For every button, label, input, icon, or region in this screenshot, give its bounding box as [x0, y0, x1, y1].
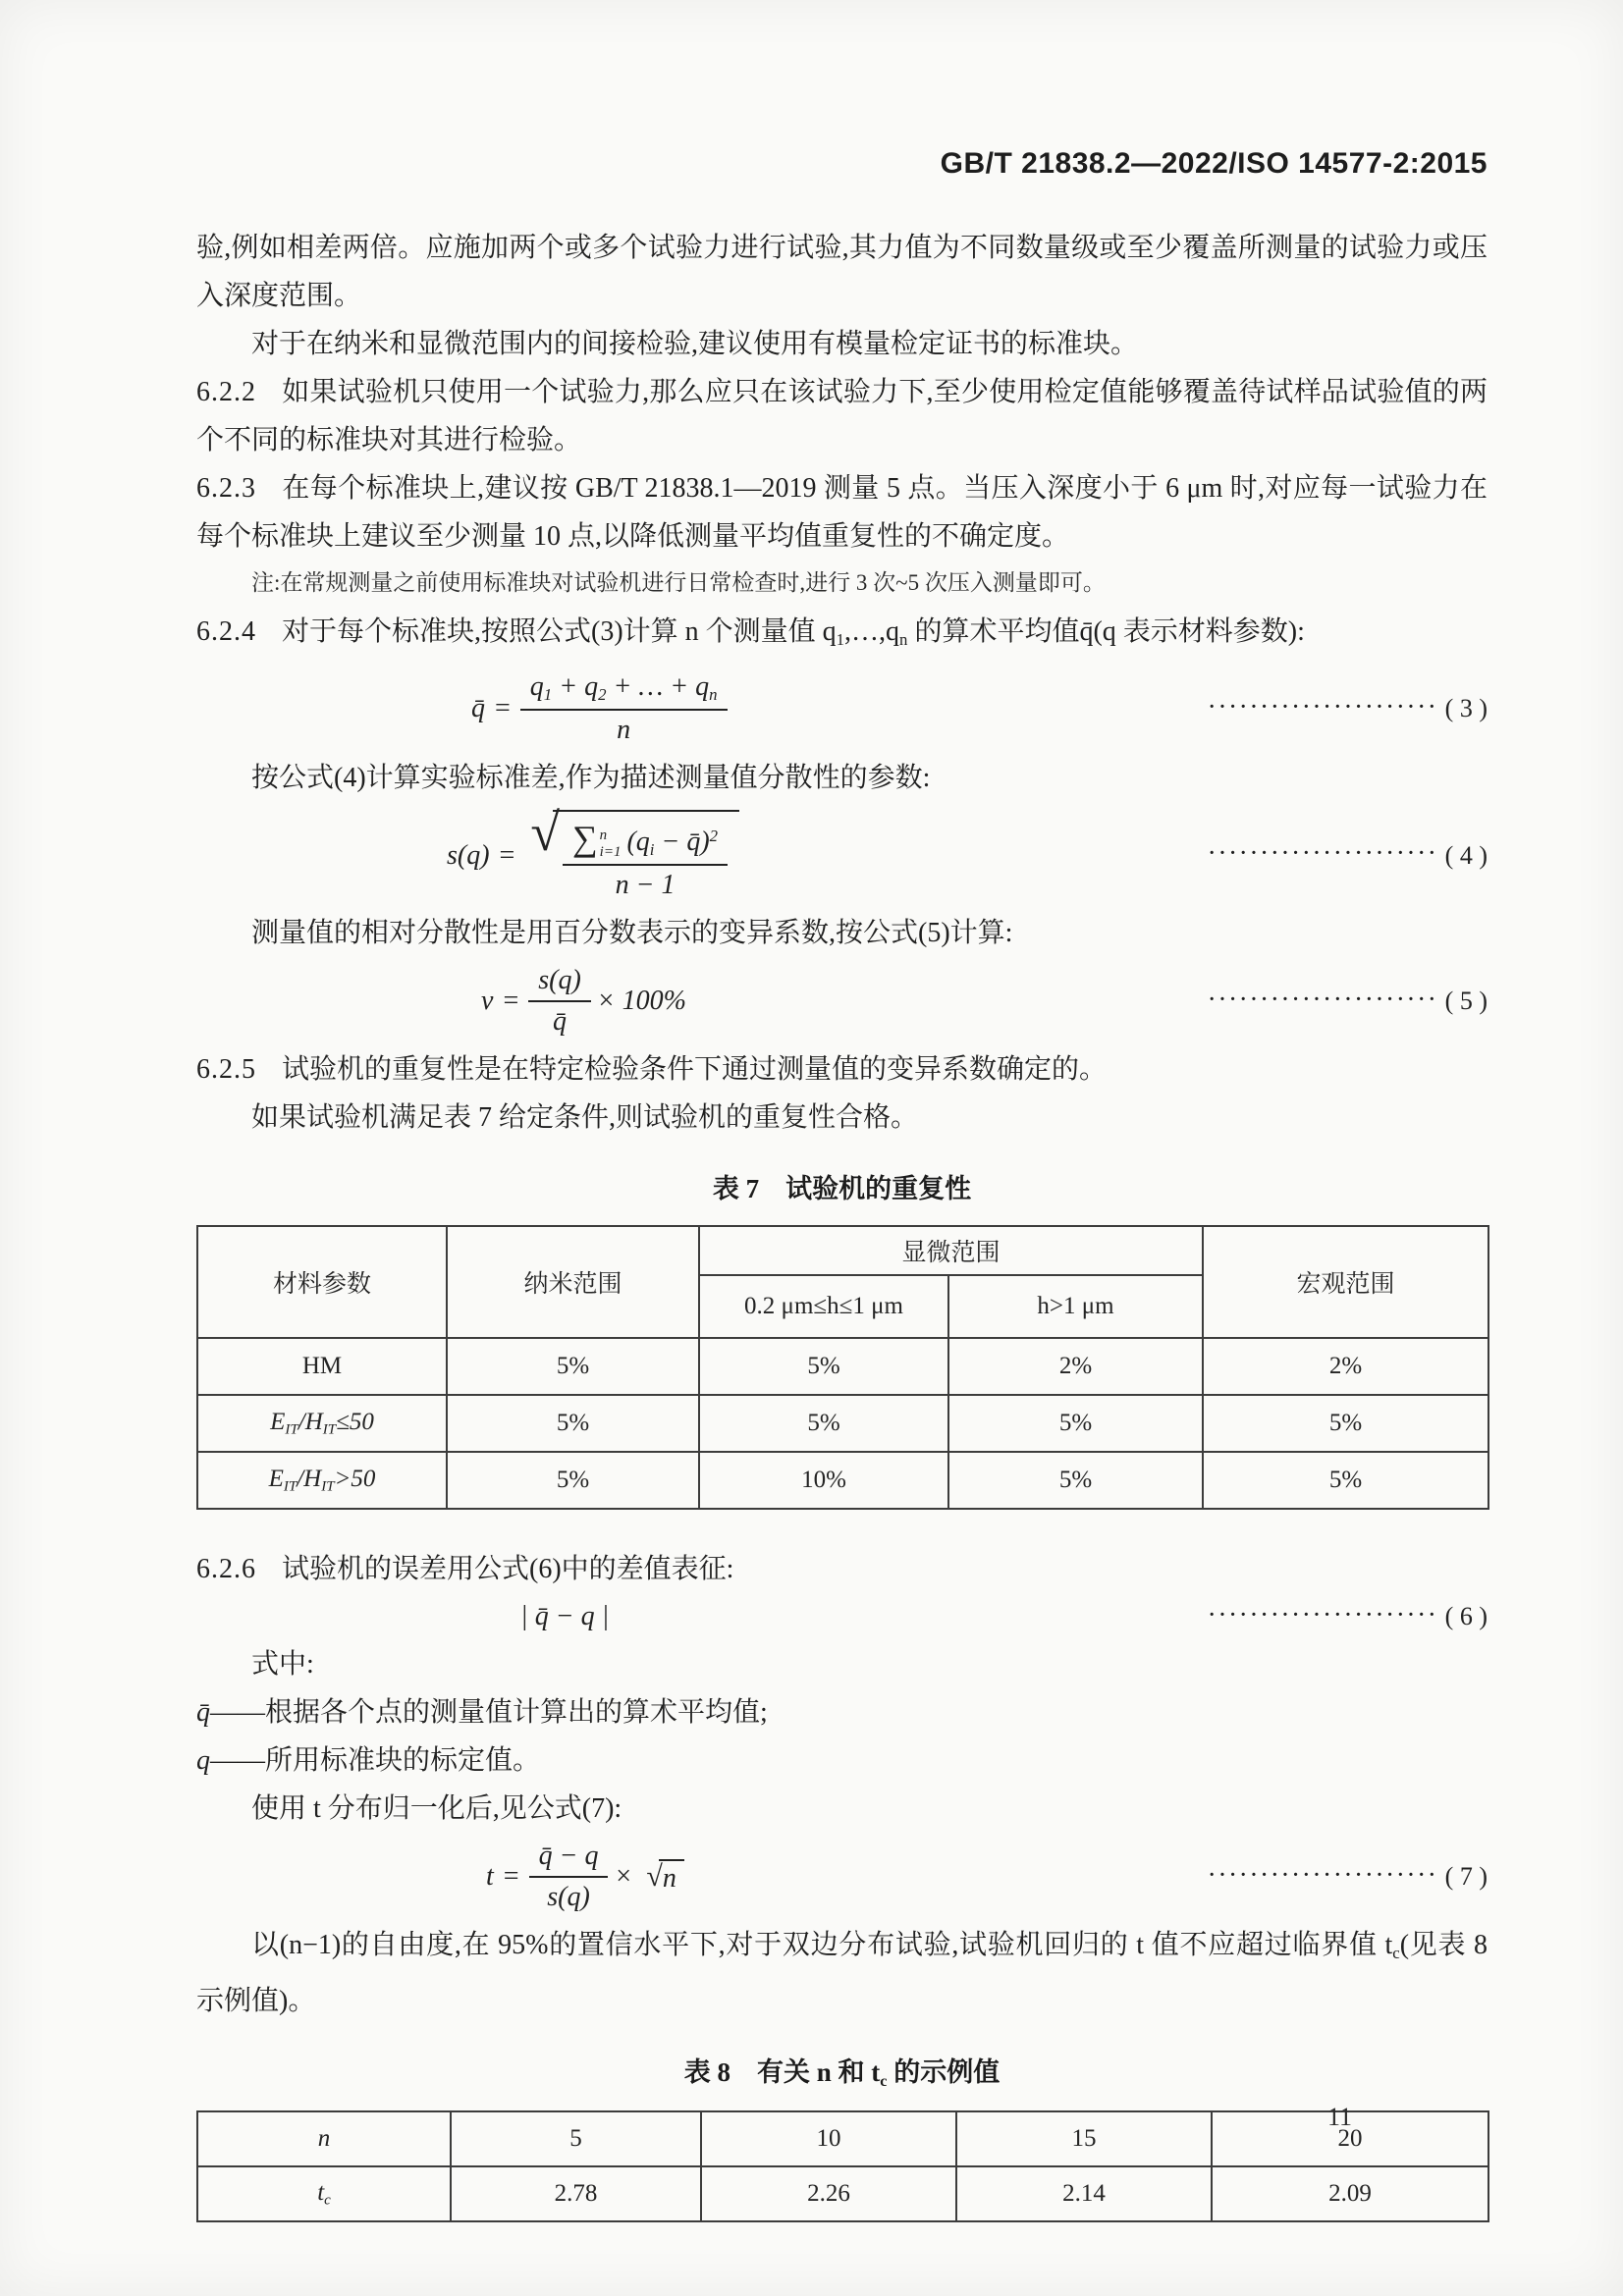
- cell-tc-value: 2.78: [451, 2166, 701, 2221]
- formula-7-t-value: [196, 1841, 1488, 1913]
- definition-q-bar: [196, 1688, 1488, 1736]
- cell-param: HM: [197, 1338, 447, 1395]
- section-number: 6.2.3: [196, 473, 256, 504]
- section-text: 对于每个标准块,按照公式(3)计算 n 个测量值 $q_1,\dots,q_n$ 的算术平均值q̄(q 表示材料参数):: [282, 616, 1305, 650]
- page-content: [196, 147, 1488, 2222]
- sigma-sum-symbol: ∑: [571, 819, 598, 859]
- formula-4-expression: [447, 803, 739, 901]
- col-header-material-parameter: 材料参数: [197, 1226, 447, 1338]
- formula-lhs: s(q): [447, 839, 490, 871]
- equals-sign: =: [495, 693, 511, 724]
- where-label: 式中:: [251, 1649, 314, 1681]
- table-row-n: [197, 2111, 1488, 2166]
- section-number: 6.2.6: [196, 1554, 256, 1585]
- sum-body: ($q_i$ − q̄)$^2$: [626, 826, 719, 860]
- dot-leader: ······················: [1208, 842, 1439, 865]
- col-header-micro-high: h>1 μm: [948, 1275, 1203, 1338]
- cell-n-value: 15: [956, 2111, 1212, 2166]
- cell-micro-high: 5%: [948, 1452, 1203, 1509]
- equals-sign: =: [503, 986, 519, 1017]
- formula-leader: [1209, 841, 1488, 871]
- formula-leader: [1209, 694, 1488, 723]
- formula-number: ( 5 ): [1444, 987, 1488, 1016]
- standard-code-header: GB/T 21838.2—2022/ISO 14577-2:2015: [940, 147, 1488, 180]
- row-label-tc: $t_c$: [197, 2166, 451, 2221]
- table-7-repeatability: [196, 1225, 1489, 1510]
- fraction-denominator: n − 1: [615, 870, 676, 901]
- formula-6-error: [196, 1601, 1488, 1632]
- row-label-n: n: [197, 2111, 451, 2166]
- definition-term: q̄: [196, 1697, 210, 1729]
- section-text: 如果试验机只使用一个试验力,那么应只在该试验力下,至少使用检定值能够覆盖待试样品试验值的两个不同的标准块对其进行检验。: [196, 377, 1488, 455]
- sum-upper-limit: n: [599, 828, 608, 844]
- cell-micro-low: 5%: [699, 1338, 948, 1395]
- table-7-header-row-1: [197, 1226, 1488, 1275]
- table-8-caption: 表 8 有关 n 和 $t_c$ 的示例值: [683, 2057, 1001, 2091]
- col-header-micro-low: 0.2 μm≤h≤1 μm: [699, 1275, 948, 1338]
- formula-number: ( 6 ): [1444, 1602, 1488, 1631]
- col-header-macro-range: 宏观范围: [1203, 1226, 1488, 1338]
- multiplication-sign: ×: [614, 1861, 633, 1893]
- formula-number: ( 3 ): [1444, 694, 1488, 723]
- cell-micro-low: 5%: [699, 1395, 948, 1452]
- definition-description: ——根据各个点的测量值计算出的算术平均值;: [210, 1697, 768, 1729]
- cell-n-value: 10: [701, 2111, 956, 2166]
- formula-4-stddev: [196, 803, 1488, 901]
- formula-5-intro: 测量值的相对分散性是用百分数表示的变异系数,按公式(5)计算:: [251, 918, 1013, 949]
- radical-sign: √: [646, 1860, 663, 1894]
- table-row-hm: [197, 1338, 1488, 1395]
- formula-leader: [1209, 1862, 1488, 1892]
- section-number: 6.2.2: [196, 377, 256, 407]
- section-6-2-4: [196, 608, 1488, 664]
- cell-param: $E_{IT}/H_{IT}\le 50$: [197, 1395, 447, 1452]
- sum-limits: [600, 828, 622, 860]
- cell-nano: 5%: [447, 1338, 699, 1395]
- section-number: 6.2.4: [196, 616, 256, 647]
- fraction-denominator: s(q): [547, 1882, 590, 1913]
- fraction: [520, 671, 728, 746]
- paragraph-confidence-level: 以(n−1)的自由度,在 95%的置信水平下,对于双边分布试验,试验机回归的 t 值不应超过临界值 $t_c$(见表 8 示例值)。: [196, 1930, 1488, 2017]
- radical-sign: √: [530, 803, 560, 863]
- section-text: 在每个标准块上,建议按 GB/T 21838.1—2019 测量 5 点。当压入深度小于 6 μm 时,对应每一试验力在每个标准块上建议至少测量 10 点,以降低测量平均值重复性的不确定度。: [196, 473, 1488, 552]
- fraction-denominator: n: [617, 715, 631, 746]
- formula-leader: [1209, 1602, 1488, 1631]
- dot-leader: ······················: [1208, 1863, 1439, 1886]
- cell-n-value: 5: [451, 2111, 701, 2166]
- equals-sign: =: [499, 839, 515, 871]
- cell-micro-low: 10%: [699, 1452, 948, 1509]
- formula-5-variation: [196, 965, 1488, 1038]
- table-row-tc: [197, 2166, 1488, 2221]
- dot-leader: ······················: [1208, 695, 1439, 718]
- fraction-numerator: [563, 818, 728, 866]
- formula-7-intro: 使用 t 分布归一化后,见公式(7):: [251, 1793, 622, 1825]
- formula-lhs: q̄: [471, 693, 485, 724]
- fraction: [529, 1841, 609, 1913]
- radicand: [553, 810, 739, 901]
- formula-7-expression: [486, 1841, 684, 1913]
- table-row-eit-hit-gt-50: [197, 1452, 1488, 1509]
- fraction: [563, 818, 728, 901]
- dot-leader: ······················: [1208, 988, 1439, 1010]
- section-6-2-5: [196, 1045, 1488, 1094]
- cell-macro: 5%: [1203, 1452, 1488, 1509]
- cell-tc-value: 2.26: [701, 2166, 956, 2221]
- col-header-micro-range: 显微范围: [699, 1226, 1203, 1275]
- multiplier: × 100%: [596, 986, 686, 1017]
- cell-macro: 5%: [1203, 1395, 1488, 1452]
- radicand: n: [659, 1859, 684, 1895]
- formula-lhs: t: [486, 1861, 494, 1893]
- formula-lhs: v: [481, 986, 494, 1017]
- equals-sign: =: [503, 1861, 519, 1893]
- table-8-example-values: [196, 2110, 1489, 2222]
- page-number: 11: [1327, 2103, 1353, 2131]
- paragraph-indirect-verification: 对于在纳米和显微范围内的间接检验,建议使用有模量检定证书的标准块。: [251, 329, 1139, 359]
- cell-micro-high: 5%: [948, 1395, 1203, 1452]
- fraction-numerator: s(q): [528, 965, 591, 1002]
- formula-5-expression: [481, 965, 692, 1038]
- note-daily-check: 注:在常规测量之前使用标准块对试验机进行日常检查时,进行 3 次~5 次压入测量即可。: [251, 570, 1106, 595]
- cell-macro: 2%: [1203, 1338, 1488, 1395]
- dot-leader: ······················: [1208, 1603, 1439, 1626]
- cell-nano: 5%: [447, 1395, 699, 1452]
- section-number: 6.2.5: [196, 1054, 256, 1086]
- section-6-2-6: [196, 1545, 1488, 1593]
- formula-leader: [1209, 987, 1488, 1016]
- cell-tc-value: 2.14: [956, 2166, 1212, 2221]
- formula-number: ( 4 ): [1444, 840, 1488, 870]
- cell-param: $E_{IT}/H_{IT}>50$: [197, 1452, 447, 1509]
- paragraph-continuation: 验,例如相差两倍。应施加两个或多个试验力进行试验,其力值为不同数量级或至少覆盖所测量的试验力或压入深度范围。: [196, 233, 1488, 311]
- fraction: [528, 965, 591, 1038]
- section-6-2-5-continued: 如果试验机满足表 7 给定条件,则试验机的重复性合格。: [251, 1102, 919, 1134]
- formula-number: ( 7 ): [1444, 1862, 1488, 1892]
- sum-lower-limit: i=1: [599, 843, 622, 860]
- definition-description: ——所用标准块的标定值。: [210, 1745, 541, 1777]
- formula-4-intro: 按公式(4)计算实验标准差,作为描述测量值分散性的参数:: [251, 763, 931, 794]
- formula-3-expression: [471, 671, 728, 746]
- cell-tc-value: 2.09: [1212, 2166, 1488, 2221]
- definition-q: [196, 1736, 1488, 1785]
- table-7-caption: 表 7 试验机的重复性: [712, 1174, 972, 1204]
- cell-n-value: 20: [1212, 2111, 1488, 2166]
- section-6-2-2: [196, 368, 1488, 464]
- section-6-2-3: [196, 464, 1488, 561]
- table-row-eit-hit-le-50: [197, 1395, 1488, 1452]
- section-text: 试验机的误差用公式(6)中的差值表征:: [282, 1554, 734, 1585]
- cell-nano: 5%: [447, 1452, 699, 1509]
- cell-micro-high: 2%: [948, 1338, 1203, 1395]
- formula-6-expression: [520, 1601, 609, 1632]
- formula-3-mean: [196, 671, 1488, 746]
- formula-body: | q̄ − q |: [520, 1601, 610, 1632]
- definition-term: q: [196, 1745, 210, 1777]
- fraction-numerator: q̄ − q: [529, 1841, 609, 1878]
- fraction-denominator: q̄: [553, 1006, 567, 1038]
- col-header-nano-range: 纳米范围: [447, 1226, 699, 1338]
- fraction-numerator: $q_1 + q_2$ + … + $q_n$: [520, 671, 728, 711]
- section-text: 试验机的重复性是在特定检验条件下通过测量值的变异系数确定的。: [282, 1054, 1108, 1086]
